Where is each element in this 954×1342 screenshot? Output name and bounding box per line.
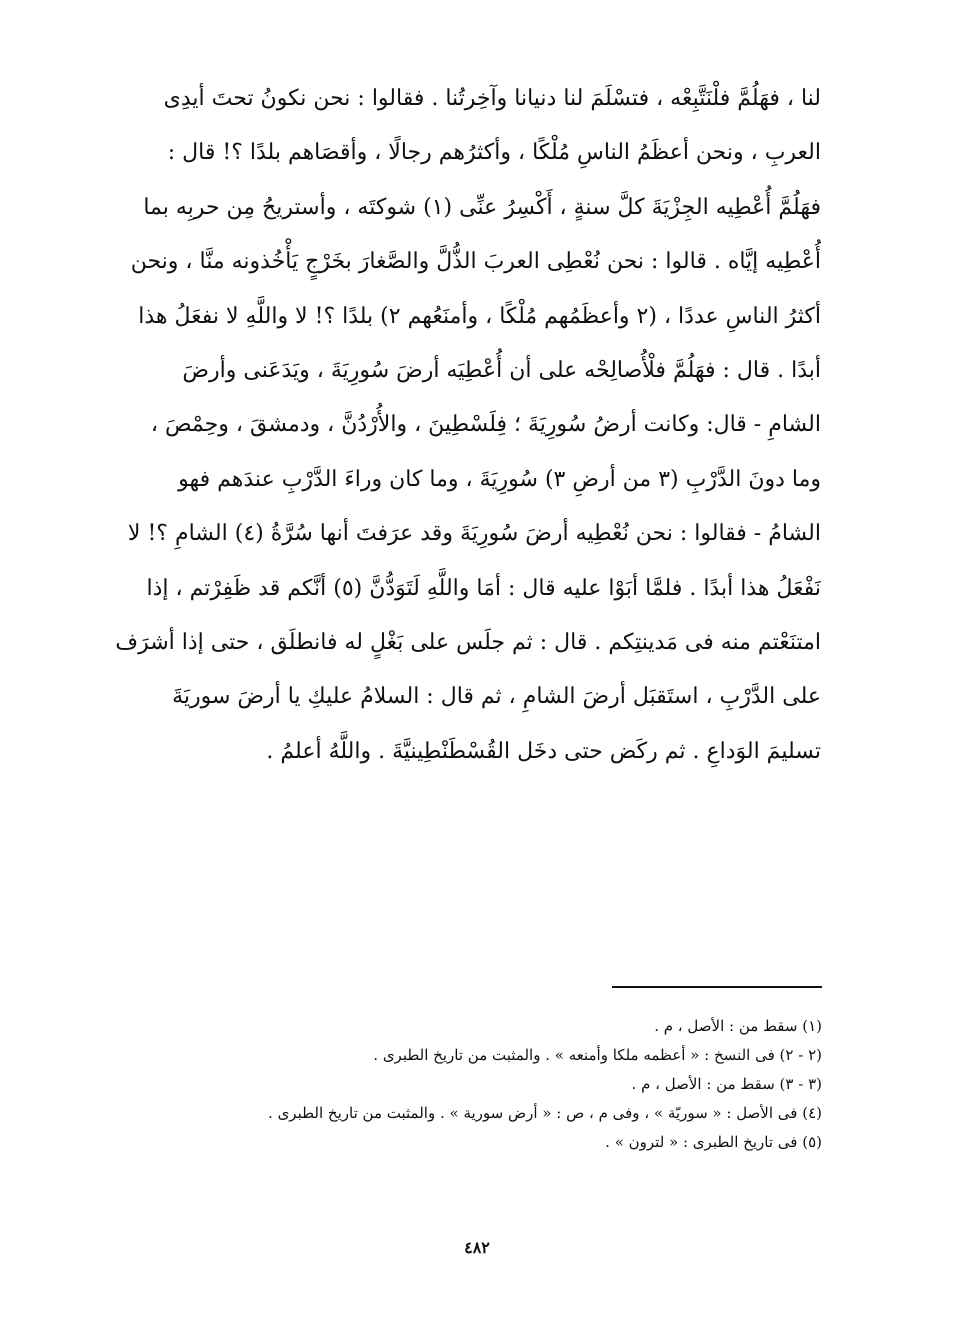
text-line: العربِ ، ونحن أعظَمُ الناسِ مُلْكًا ، وأكثرُهم رجالًا ، وأقصَاهم بلدًا ؟! قال : bbox=[167, 140, 821, 166]
text-line: أُعْطِيه إيَّاه . قالوا : نحن نُعْطِى العربَ الذُّلَّ والصَّغارَ بخَرْجٍ يَأْخُذونه منَّا ، ونحن bbox=[130, 249, 821, 275]
page-number: ٤٨٢ bbox=[464, 1238, 490, 1257]
text-line: وما دونَ الدَّرْبِ (٣ من أرضِ ٣) سُورِيَةَ ، وما كان وراءَ الدَّرْبِ عندَهم فهو bbox=[178, 466, 821, 492]
footnote-divider bbox=[612, 986, 822, 988]
footnote: (١) سقط من : الأصل ، م . bbox=[654, 1017, 822, 1035]
footnotes-block bbox=[150, 1012, 822, 1157]
text-line: نَفْعَلُ هذا أبدًا . فلمَّا أبَوْا عليه قال : أمَا واللَّهِ لَتَوَدُّنَّ (٥) أنَّكم قد ظَفِرْتم ، إذا bbox=[146, 575, 821, 601]
text-line: أكثرُ الناسِ عددًا ، (٢ وأعظَمُهم مُلْكًا ، وأمنَعُهم ٢) بلدًا ؟! لا واللَّهِ لا نفعَلُ هذا bbox=[138, 303, 821, 329]
text-line: أبدًا . قال : فهَلُمَّ فلْأُصالِحْه على أن أُعْطِيَه أرضَ سُورِيَةَ ، ويَدَعَنى وأرضَ bbox=[182, 358, 821, 384]
text-line: امتنَعْتم منه فى مَدينتِكم . قال : ثم جلَس على بَغْلٍ له فانطلَق ، حتى إذا أشرَف bbox=[115, 630, 821, 656]
text-line: لنا ، فهَلُمَّ فلْنَتَّبِعْه ، فتسْلَمَ لنا دنيانا وآخِرتُنا . فقالوا : نحن نكونُ تحتَ أيدِى bbox=[163, 86, 821, 111]
footnote: (٣ - ٣) سقط من : الأصل ، م . bbox=[631, 1075, 822, 1093]
text-line: فهَلُمَّ أُعْطِيه الجِزْيَةَ كلَّ سنةٍ ، أَكْسِرُ عنِّى (١) شوكتَه ، وأستريحُ مِن حربِه بما bbox=[143, 194, 821, 220]
main-text-block bbox=[106, 72, 821, 779]
text-line: الشامُ - فقالوا : نحن نُعْطِيه أرضَ سُورِيَةَ وقد عرَفتَ أنها سُرَّةُ (٤) الشامِ ؟! لا bbox=[127, 521, 821, 547]
text-line: الشامِ - قال: وكانت أرضُ سُورِيَةَ ؛ فِلَسْطِينَ ، والأُرْدُنَّ ، ودمشقَ ، وحِمْصَ ، bbox=[150, 412, 821, 438]
footnote: (٥) فى تاريخ الطبرى : « لترون » . bbox=[605, 1133, 822, 1151]
footnote: (٢ - ٢) فى النسخ : « أعظمه ملكا وأمنعه » . والمثبت من تاريخ الطبرى . bbox=[373, 1046, 822, 1064]
text-line: على الدَّرْبِ ، استَقبَل أرضَ الشامِ ، ثم قال : السلامُ عليكِ يا أرضَ سوريَةَ bbox=[172, 684, 821, 710]
footnote: (٤) فى الأصل : « سوريّة » ، وفى م ، ص : « أرض سورية » . والمثبت من تاريخ الطبرى . bbox=[268, 1104, 822, 1122]
text-line: تسليمَ الوَداعِ . ثم ركَض حتى دخَل القُسْطَنْطِينيَّةَ . واللَّهُ أعلمُ . bbox=[266, 738, 821, 764]
